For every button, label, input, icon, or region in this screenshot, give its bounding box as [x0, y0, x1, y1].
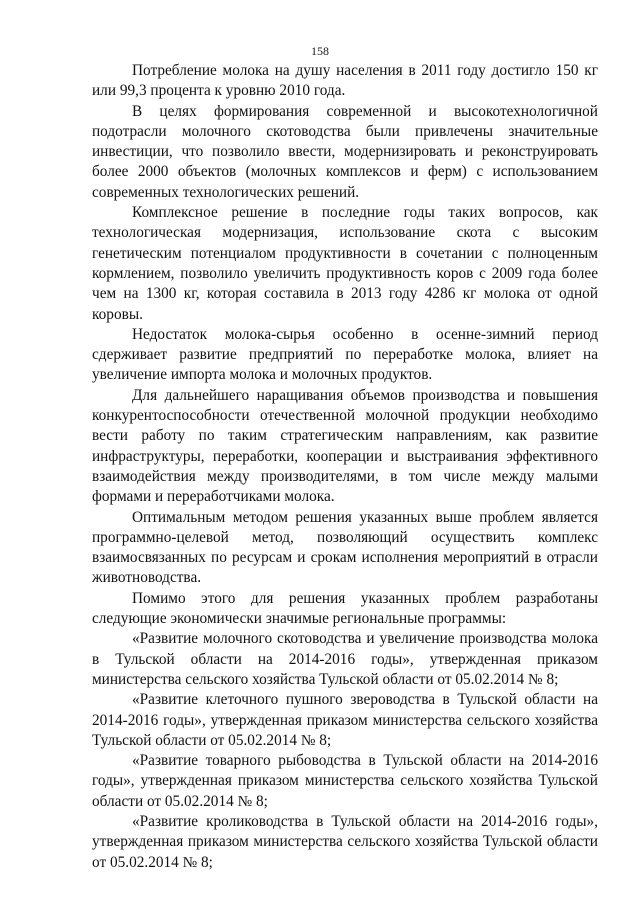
program-item-dairy-cattle: «Развитие молочного скотоводства и увеличение производства молока в Тульской области на 2014-2016 годы», утвержденная приказом министерства сельского хозяйства Тульской области от 05.02.2014 № 8; — [92, 630, 598, 688]
program-item-fish-farming: «Развитие товарного рыбоводства в Тульской области на 2014-2016 годы», утвержденная приказом министерства сельского хозяйства Тульской области от 05.02.2014 № 8; — [92, 752, 598, 810]
paragraph-investments: В целях формирования современной и высокотехнологичной подотрасли молочного скотоводства были привлечены значительные инвестиции, что позволило ввести, модернизировать и реконструировать более 2000 объектов (молочных комплексов и ферм) с использованием современных технологических решений. — [92, 102, 598, 201]
paragraph-program-method: Оптимальным методом решения указанных выше проблем является программно-целевой метод, позволяющий осуществить комплекс взаимосвязанных по ресурсам и срокам исполнения мероприятий в отрасли животноводства. — [92, 508, 598, 587]
program-item-rabbit-breeding: «Развитие кролиководства в Тульской области на 2014-2016 годы», утвержденная приказом министерства сельского хозяйства Тульской области от 05.02.2014 № 8; — [92, 812, 598, 871]
paragraph-strategic-directions: Для дальнейшего наращивания объемов производства и повышения конкурентоспособности отечественной молочной продукции необходимо вести работу по таким стратегическим направлениям, как развитие инфраструктуры, переработки, кооперации и выстраивания эффективного взаимодействия между производителями, в том числе между малыми формами и переработчиками молока. — [92, 386, 598, 506]
program-item-fur-farming: «Развитие клеточного пушного звероводства в Тульской области на 2014-2016 годы», утвержденная приказом министерства сельского хозяйства Тульской области от 05.02.2014 № 8; — [92, 691, 598, 749]
document-body — [92, 61, 598, 873]
paragraph-regional-programs-intro: Помимо этого для решения указанных проблем разработаны следующие экономически значимые региональные программы: — [92, 589, 598, 628]
paragraph-raw-milk-shortage: Недостаток молока-сырья особенно в осенне-зимний период сдерживает развитие предприятий по переработке молока, влияет на увеличение импорта молока и молочных продуктов. — [92, 325, 598, 384]
paragraph-milk-consumption: Потребление молока на душу населения в 2011 году достигло 150 кг или 99,3 процента к уровню 2010 года. — [92, 62, 598, 100]
page-number: 158 — [311, 44, 329, 58]
paragraph-productivity: Комплексное решение в последние годы таких вопросов, как технологическая модернизация, использование скота с высоким генетическим потенциалом продуктивности в сочетании с полноценным кормлением, позволило увеличить продуктивность коров с 2009 года более чем на 1300 кг, которая составила в 2013 году 4286 кг молока от одной коровы. — [92, 204, 598, 323]
